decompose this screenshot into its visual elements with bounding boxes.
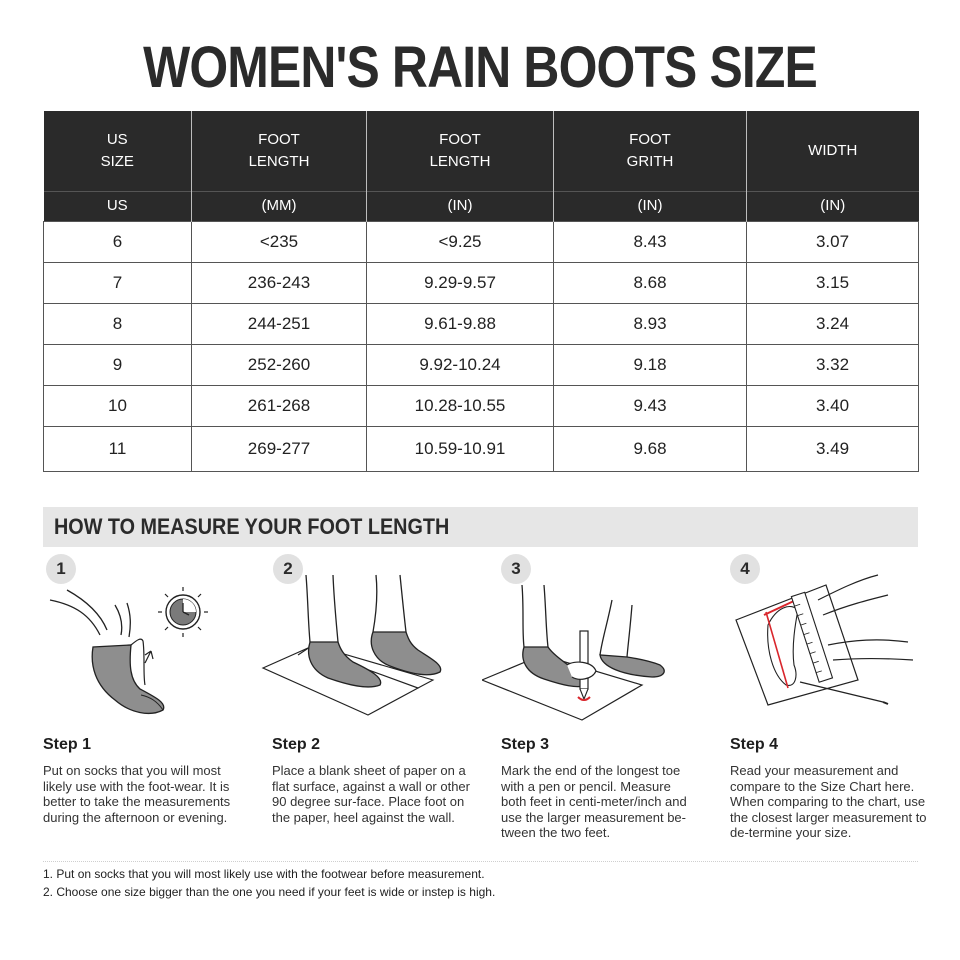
section-header	[43, 507, 918, 547]
table-cell: 9.92-10.24	[367, 344, 554, 385]
table-cell: 244-251	[192, 303, 367, 344]
table-cell: <9.25	[367, 221, 554, 262]
header-line: LENGTH	[429, 152, 491, 170]
table-cell: 10.59-10.91	[367, 426, 554, 471]
step-description: Read your measurement and compare to the Size Chart here. When comparing to the chart, use the closest larger measurement to de-termine your size.	[730, 763, 927, 840]
step-description: Place a blank sheet of paper on a flat surface, against a wall or other 90 degree sur-face. Place foot on the paper, heel against the wall.	[272, 763, 470, 825]
table-cell: 8.93	[554, 303, 747, 344]
footnote: 2. Choose one size bigger than the one you need if your feet is wide or instep is high.	[43, 885, 496, 899]
table-cell: 252-260	[192, 344, 367, 385]
table-row	[44, 303, 919, 344]
table-row	[44, 344, 919, 385]
header-line: FOOT	[258, 130, 300, 148]
column-header	[554, 111, 747, 191]
divider	[43, 861, 918, 862]
table-cell: 9	[44, 344, 192, 385]
table-cell: 3.40	[747, 385, 919, 426]
step-number-badge: 2	[273, 554, 303, 584]
step-description: Put on socks that you will most likely use with the foot-wear. It is better to take the measurements during the afternoon or evening.	[43, 763, 231, 825]
table-cell: 3.07	[747, 221, 919, 262]
table-unit-row	[44, 191, 919, 221]
table-row	[44, 426, 919, 471]
table-cell: 3.15	[747, 262, 919, 303]
table-cell: 269-277	[192, 426, 367, 471]
table-cell: 10.28-10.55	[367, 385, 554, 426]
step-description: Mark the end of the longest toe with a pen or pencil. Measure both feet in centi-meter/inch and use the larger measurement be-tween the two feet.	[501, 763, 687, 840]
unit-header: (MM)	[192, 191, 367, 221]
table-cell: 11	[44, 426, 192, 471]
table-cell: 3.24	[747, 303, 919, 344]
header-line: WIDTH	[808, 141, 858, 159]
header-line: GRITH	[626, 152, 674, 170]
table-cell: 9.68	[554, 426, 747, 471]
step-title: Step 1	[43, 736, 92, 753]
table-cell: 7	[44, 262, 192, 303]
ruler-measuring-icon	[728, 570, 918, 720]
table-row	[44, 221, 919, 262]
table-cell: 8	[44, 303, 192, 344]
section-title: HOW TO MEASURE YOUR FOOT LENGTH	[54, 514, 450, 539]
table-cell: 10	[44, 385, 192, 426]
unit-header: (IN)	[747, 191, 919, 221]
table-header-row	[44, 111, 919, 191]
table-cell: 9.29-9.57	[367, 262, 554, 303]
step-title: Step 2	[272, 736, 321, 753]
table-cell: <235	[192, 221, 367, 262]
column-header	[747, 111, 919, 191]
header-line: US	[106, 130, 128, 148]
step-number-badge: 1	[46, 554, 76, 584]
table-row	[44, 262, 919, 303]
table-cell: 8.68	[554, 262, 747, 303]
header-line: SIZE	[100, 152, 134, 170]
table-cell: 3.49	[747, 426, 919, 471]
sock-foot-clock-icon	[45, 585, 220, 725]
column-header	[367, 111, 554, 191]
step-number-badge: 3	[501, 554, 531, 584]
column-header	[192, 111, 367, 191]
table-cell: 3.32	[747, 344, 919, 385]
pen-marking-toe-icon	[482, 585, 682, 725]
table-cell: 236-243	[192, 262, 367, 303]
table-cell: 9.43	[554, 385, 747, 426]
feet-on-paper-icon	[258, 570, 458, 720]
table-cell: 9.61-9.88	[367, 303, 554, 344]
page-title: WOMEN'S RAIN BOOTS SIZE	[143, 35, 817, 100]
header-line: FOOT	[629, 130, 671, 148]
unit-header: (IN)	[367, 191, 554, 221]
unit-header: US	[44, 191, 192, 221]
step-number-badge: 4	[730, 554, 760, 584]
step-title: Step 3	[501, 736, 550, 753]
size-chart-table	[43, 111, 919, 472]
table-cell: 6	[44, 221, 192, 262]
table-cell: 261-268	[192, 385, 367, 426]
header-line: FOOT	[439, 130, 481, 148]
step-title: Step 4	[730, 736, 779, 753]
table-cell: 8.43	[554, 221, 747, 262]
table-cell: 9.18	[554, 344, 747, 385]
column-header	[44, 111, 192, 191]
footnote: 1. Put on socks that you will most likely use with the footwear before measurement.	[43, 867, 485, 881]
header-line: LENGTH	[248, 152, 310, 170]
unit-header: (IN)	[554, 191, 747, 221]
table-row	[44, 385, 919, 426]
